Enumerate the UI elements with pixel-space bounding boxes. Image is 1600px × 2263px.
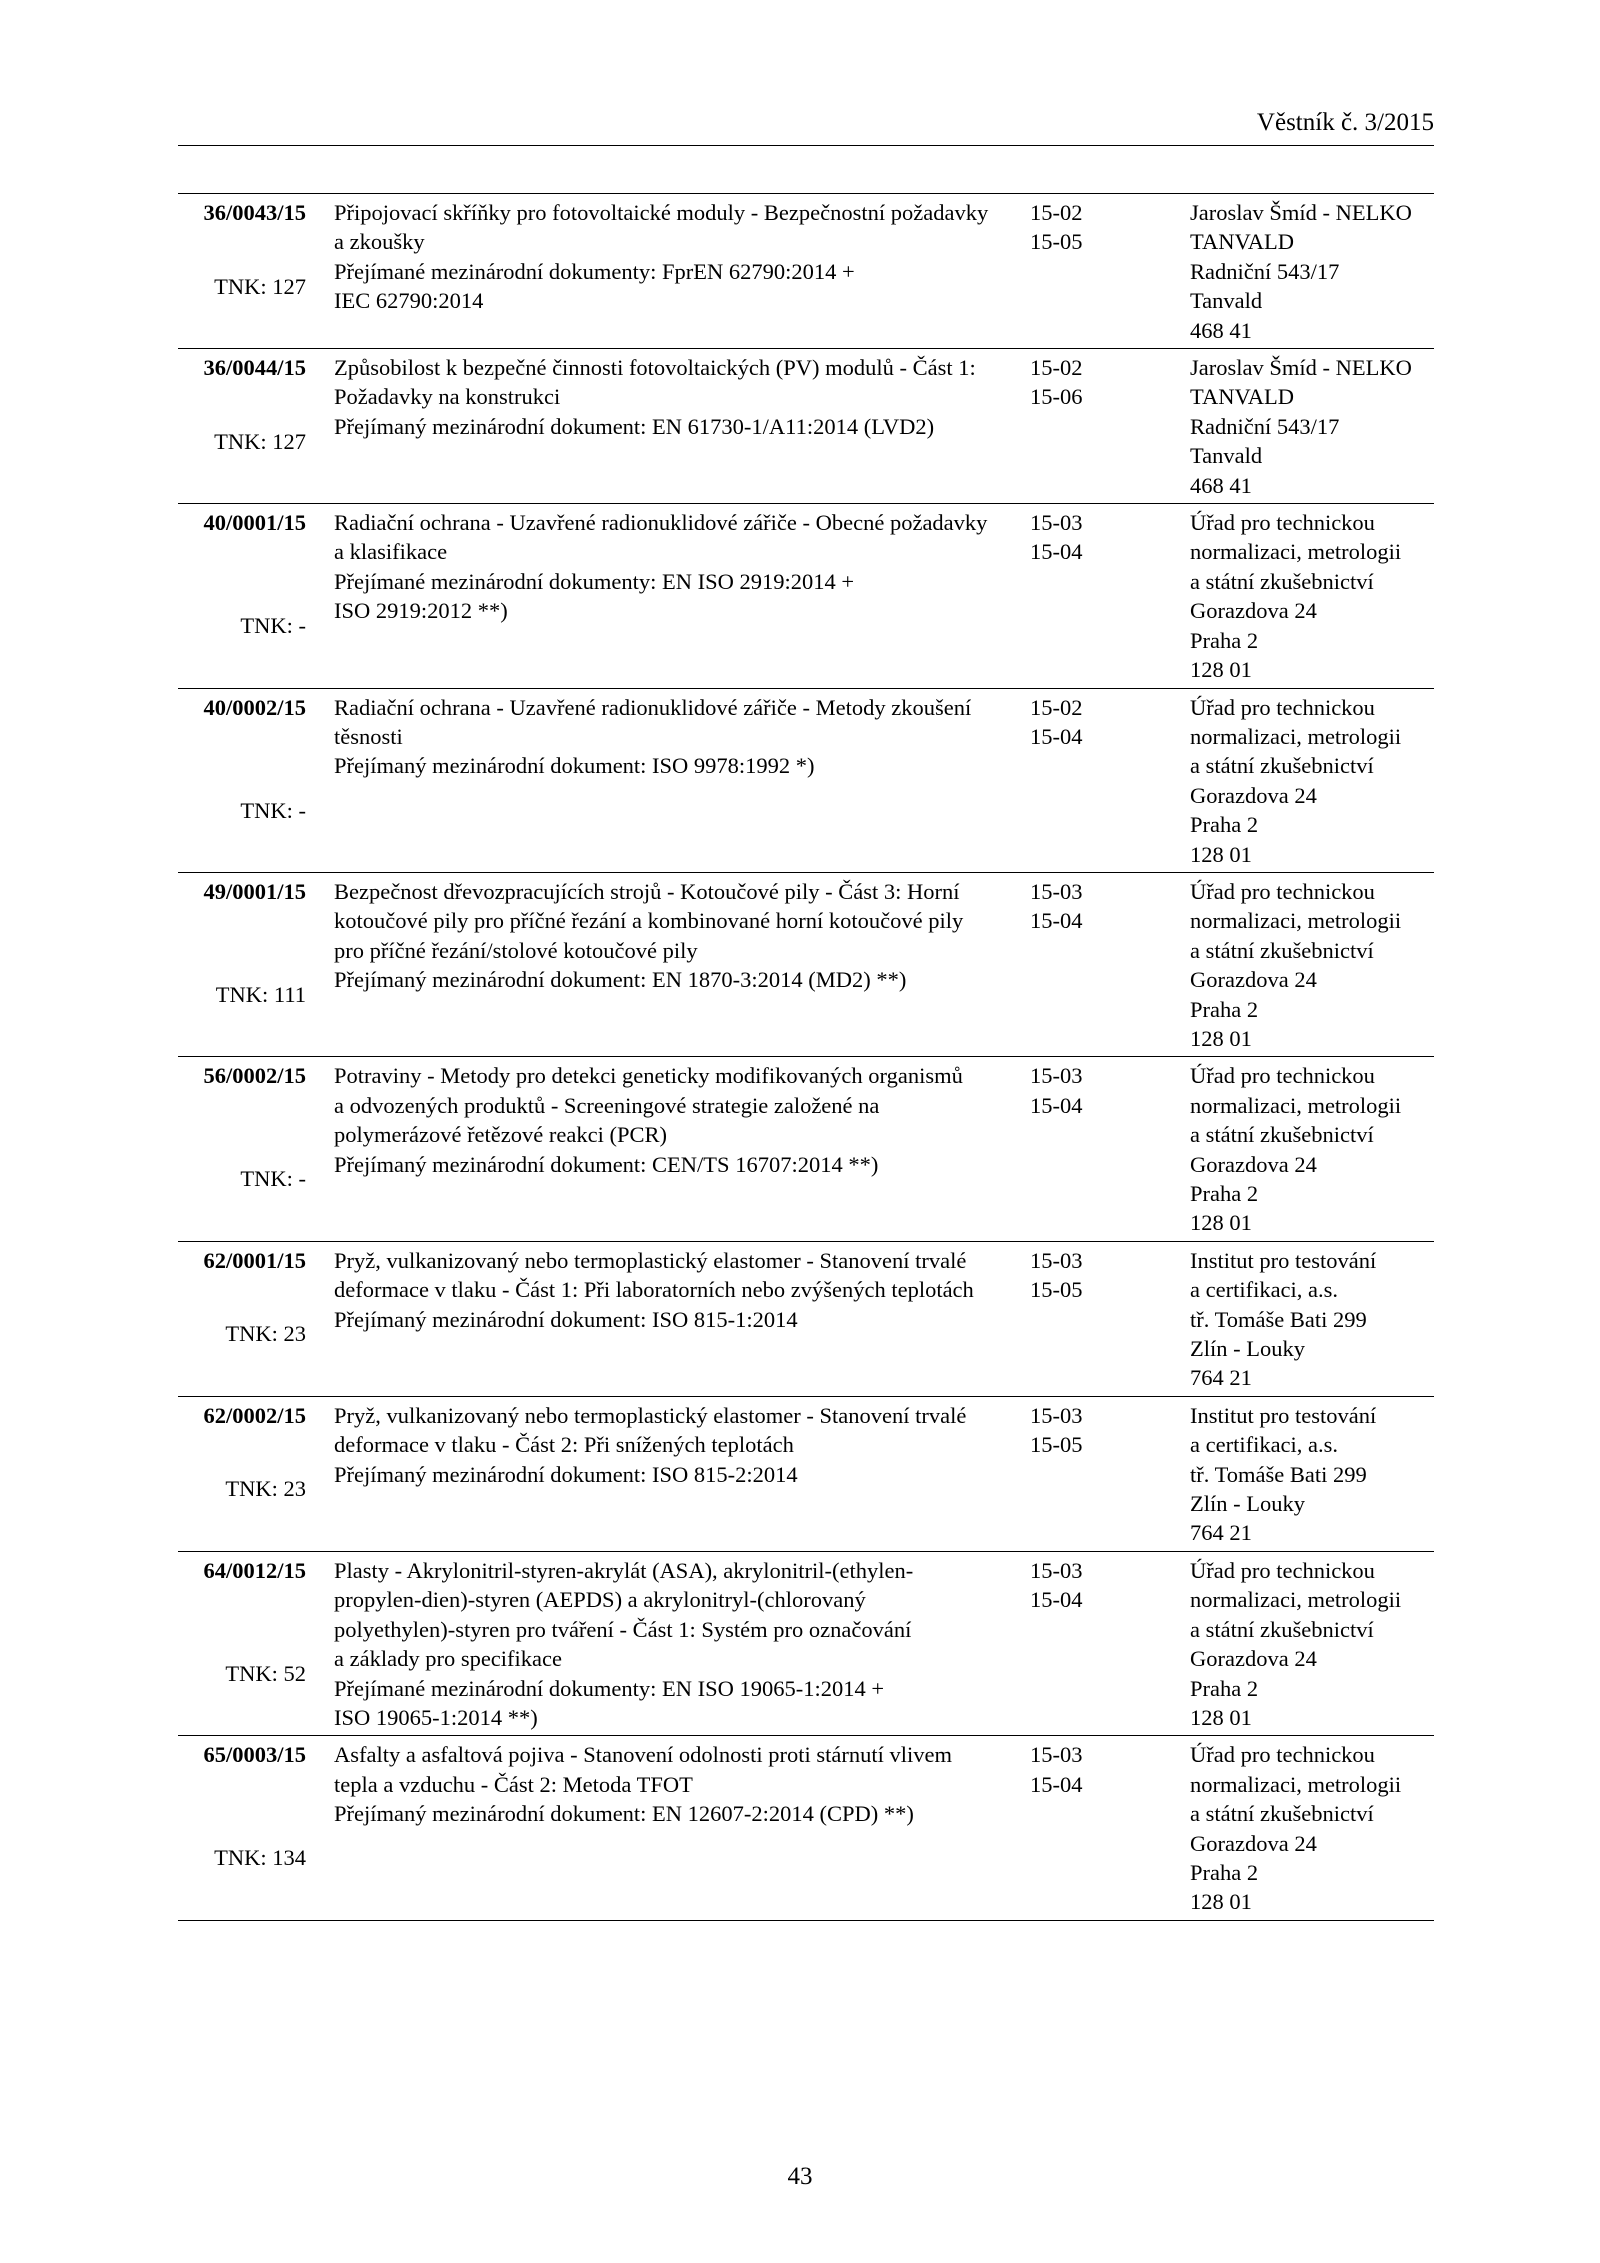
entry-organization-line: 128 01 — [1190, 841, 1252, 867]
entry-organization-line: tř. Tomáše Bati 299 — [1190, 1306, 1367, 1332]
entry-organization-line: Gorazdova 24 — [1190, 1830, 1317, 1856]
entry-title-line: Asfalty a asfaltová pojiva - Stanovení odolnosti proti stárnutí vlivem — [334, 1742, 953, 1768]
entry-tnk: TNK: 23 — [225, 1321, 306, 1347]
entry-title-line: kotoučové pily pro příčné řezání a kombinované horní kotoučové pily — [334, 908, 964, 934]
page-header-title: Věstník č. 3/2015 — [1256, 109, 1434, 136]
entry-title-line: a zkoušky — [334, 229, 425, 255]
entry-tnk: TNK: - — [240, 797, 306, 823]
entry-organization-line: Úřad pro technickou — [1190, 1063, 1375, 1089]
entry-organization-line: Zlín - Louky — [1190, 1491, 1305, 1517]
entry-title-line: Potraviny - Metody pro detekci geneticky modifikovaných organismů — [334, 1063, 963, 1089]
entry-title-line: těsnosti — [334, 723, 403, 749]
entry-organization-line: TANVALD — [1190, 384, 1295, 410]
entry-dates-cell — [1026, 353, 1136, 500]
entry-id-cell — [178, 1740, 306, 1916]
entry-title-line: Přejímané mezinárodní dokumenty: FprEN 62790:2014 + — [334, 258, 855, 284]
entry-tnk: TNK: 127 — [214, 428, 306, 454]
entry-organization-line: Tanvald — [1190, 288, 1263, 314]
header-divider — [178, 145, 1434, 146]
entry-organization-line: a certifikaci, a.s. — [1190, 1432, 1339, 1458]
entry-date: 15-05 — [1030, 1432, 1083, 1458]
table-row — [178, 1057, 1434, 1241]
entry-number: 56/0002/15 — [203, 1063, 306, 1089]
entry-date: 15-02 — [1030, 355, 1083, 381]
table-row — [178, 504, 1434, 688]
entry-organization-line: 128 01 — [1190, 1889, 1252, 1915]
table-row — [178, 1552, 1434, 1736]
entry-title-line: Přejímaný mezinárodní dokument: ISO 815-2:2014 — [334, 1461, 798, 1487]
entry-title-line: propylen-dien)-styren (AEPDS) a akrylonitryl-(chlorovaný — [334, 1587, 866, 1613]
entry-date: 15-04 — [1030, 723, 1083, 749]
entry-organization-cell — [1136, 877, 1434, 1053]
entry-organization-line: Úřad pro technickou — [1190, 878, 1375, 904]
entry-organization-line: 468 41 — [1190, 317, 1252, 343]
entry-title-line: Pryž, vulkanizovaný nebo termoplastický elastomer - Stanovení trvalé — [334, 1247, 967, 1273]
entry-date: 15-02 — [1030, 694, 1083, 720]
entry-title-line: Způsobilost k bezpečné činnosti fotovoltaických (PV) modulů - Část 1: — [334, 355, 976, 381]
entry-id-cell — [178, 693, 306, 869]
table-row — [178, 349, 1434, 504]
entry-organization-line: TANVALD — [1190, 229, 1295, 255]
entry-title-cell — [306, 1061, 1026, 1237]
entry-dates-cell — [1026, 508, 1136, 684]
entry-number: 40/0002/15 — [203, 694, 306, 720]
entry-organization-cell — [1136, 1061, 1434, 1237]
table-row — [178, 1242, 1434, 1397]
entry-title-line: Bezpečnost dřevozpracujících strojů - Kotoučové pily - Část 3: Horní — [334, 878, 960, 904]
table-row — [178, 194, 1434, 349]
entry-organization-line: Gorazdova 24 — [1190, 1646, 1317, 1672]
entry-organization-line: Gorazdova 24 — [1190, 598, 1317, 624]
table-row — [178, 1736, 1434, 1920]
entry-tnk: TNK: - — [240, 613, 306, 639]
entry-number: 62/0002/15 — [203, 1402, 306, 1428]
entry-title-line: tepla a vzduchu - Část 2: Metoda TFOT — [334, 1771, 693, 1797]
entry-organization-cell — [1136, 693, 1434, 869]
entry-title-line: Přejímaný mezinárodní dokument: EN 61730-1/A11:2014 (LVD2) — [334, 413, 935, 439]
entry-organization-cell — [1136, 1401, 1434, 1548]
entry-dates-cell — [1026, 1401, 1136, 1548]
entry-dates-cell — [1026, 877, 1136, 1053]
entry-dates-cell — [1026, 1246, 1136, 1393]
entry-date: 15-05 — [1030, 1277, 1083, 1303]
entry-organization-cell — [1136, 508, 1434, 684]
entry-title-line: Radiační ochrana - Uzavřené radionuklidové zářiče - Metody zkoušení — [334, 694, 972, 720]
entry-organization-line: Gorazdova 24 — [1190, 967, 1317, 993]
page-number: 43 — [787, 2163, 813, 2190]
entry-organization-line: 128 01 — [1190, 1025, 1252, 1051]
entry-date: 15-03 — [1030, 1402, 1083, 1428]
entry-title-line: Přejímané mezinárodní dokumenty: EN ISO 2919:2014 + — [334, 568, 855, 594]
entry-organization-line: a státní zkušebnictví — [1190, 753, 1374, 779]
entry-organization-line: Praha 2 — [1190, 1675, 1259, 1701]
entry-title-line: pro příčné řezání/stolové kotoučové pily — [334, 937, 698, 963]
entry-title-line: Přejímaný mezinárodní dokument: ISO 815-1:2014 — [334, 1306, 798, 1332]
entry-organization-line: a státní zkušebnictví — [1190, 1122, 1374, 1148]
entry-title-cell — [306, 1401, 1026, 1548]
entry-title-cell — [306, 1740, 1026, 1916]
entry-id-cell — [178, 198, 306, 345]
entry-date: 15-04 — [1030, 1587, 1083, 1613]
entry-dates-cell — [1026, 1061, 1136, 1237]
entry-organization-cell — [1136, 1246, 1434, 1393]
entry-date: 15-05 — [1030, 229, 1083, 255]
entry-tnk: TNK: 52 — [225, 1660, 306, 1686]
entry-title-line: Radiační ochrana - Uzavřené radionuklidové zářiče - Obecné požadavky — [334, 510, 988, 536]
entry-organization-line: 128 01 — [1190, 1704, 1252, 1730]
entry-organization-line: normalizaci, metrologii — [1190, 1771, 1402, 1797]
entry-organization-line: Zlín - Louky — [1190, 1336, 1305, 1362]
entry-organization-line: Praha 2 — [1190, 996, 1259, 1022]
entry-number: 62/0001/15 — [203, 1247, 306, 1273]
entry-date: 15-04 — [1030, 908, 1083, 934]
entry-organization-line: normalizaci, metrologii — [1190, 1092, 1402, 1118]
entry-title-line: a klasifikace — [334, 539, 448, 565]
entry-tnk: TNK: 127 — [214, 273, 306, 299]
entry-organization-line: Institut pro testování — [1190, 1402, 1377, 1428]
entry-title-line: Přejímaný mezinárodní dokument: EN 1870-3:2014 (MD2) **) — [334, 967, 907, 993]
entry-organization-line: a státní zkušebnictví — [1190, 937, 1374, 963]
entry-dates-cell — [1026, 693, 1136, 869]
entry-title-line: deformace v tlaku - Část 1: Při laboratorních nebo zvýšených teplotách — [334, 1277, 974, 1303]
entry-organization-line: Úřad pro technickou — [1190, 1742, 1375, 1768]
entry-organization-line: Gorazdova 24 — [1190, 1151, 1317, 1177]
entry-organization-line: Praha 2 — [1190, 1181, 1259, 1206]
entry-title-line: ISO 2919:2012 **) — [334, 598, 508, 624]
entry-tnk: TNK: - — [240, 1166, 306, 1192]
entry-number: 49/0001/15 — [203, 878, 306, 904]
entry-title-line: Přejímaný mezinárodní dokument: EN 12607-2:2014 (CPD) **) — [334, 1801, 914, 1827]
entry-title-line: a odvozených produktů - Screeningové strategie založené na — [334, 1092, 880, 1118]
entry-date: 15-04 — [1030, 1092, 1083, 1118]
entry-organization-line: Jaroslav Šmíd - NELKO — [1190, 355, 1412, 381]
entry-number: 40/0001/15 — [203, 510, 306, 536]
entry-organization-line: normalizaci, metrologii — [1190, 539, 1402, 565]
entry-organization-line: Praha 2 — [1190, 1859, 1259, 1885]
entry-title-cell — [306, 1246, 1026, 1393]
entry-organization-cell — [1136, 353, 1434, 500]
entry-title-line: deformace v tlaku - Část 2: Při snížených teplotách — [334, 1432, 794, 1458]
entry-dates-cell — [1026, 1556, 1136, 1732]
entry-title-line: Požadavky na konstrukci — [334, 384, 561, 410]
entry-date: 15-03 — [1030, 1247, 1083, 1273]
entry-dates-cell — [1026, 1740, 1136, 1916]
table-row — [178, 689, 1434, 873]
entry-date: 15-03 — [1030, 510, 1083, 536]
table-row — [178, 1397, 1434, 1552]
entry-organization-line: a státní zkušebnictví — [1190, 568, 1374, 594]
entry-date: 15-03 — [1030, 1063, 1083, 1089]
entry-number: 65/0003/15 — [203, 1742, 306, 1768]
entry-organization-line: normalizaci, metrologii — [1190, 723, 1402, 749]
entry-organization-line: Úřad pro technickou — [1190, 1557, 1375, 1583]
entry-organization-cell — [1136, 1740, 1434, 1916]
entry-date: 15-03 — [1030, 878, 1083, 904]
entry-date: 15-04 — [1030, 539, 1083, 565]
entry-organization-cell — [1136, 198, 1434, 345]
entry-organization-line: a státní zkušebnictví — [1190, 1616, 1374, 1642]
entry-number: 36/0043/15 — [203, 200, 306, 225]
entry-organization-line: a certifikaci, a.s. — [1190, 1277, 1339, 1303]
entry-organization-line: Jaroslav Šmíd - NELKO — [1190, 200, 1412, 225]
entry-title-line: Pryž, vulkanizovaný nebo termoplastický elastomer - Stanovení trvalé — [334, 1402, 967, 1428]
entry-title-cell — [306, 693, 1026, 869]
entry-organization-line: Praha 2 — [1190, 627, 1259, 653]
entry-tnk: TNK: 111 — [215, 981, 306, 1007]
entry-organization-line: a státní zkušebnictví — [1190, 1801, 1374, 1827]
entry-title-line: Plasty - Akrylonitril-styren-akrylát (ASA), akrylonitril-(ethylen- — [334, 1557, 914, 1583]
entry-id-cell — [178, 1246, 306, 1393]
entry-organization-line: Institut pro testování — [1190, 1247, 1377, 1273]
entry-date: 15-03 — [1030, 1742, 1083, 1768]
entry-title-line: Přejímaný mezinárodní dokument: CEN/TS 16707:2014 **) — [334, 1151, 879, 1177]
entry-organization-line: 764 21 — [1190, 1365, 1252, 1391]
entry-date: 15-02 — [1030, 200, 1083, 225]
entry-title-line: ISO 19065-1:2014 **) — [334, 1704, 538, 1730]
entry-date: 15-03 — [1030, 1557, 1083, 1583]
entry-number: 64/0012/15 — [203, 1557, 306, 1583]
entry-organization-line: 468 41 — [1190, 472, 1252, 498]
entry-number: 36/0044/15 — [203, 355, 306, 381]
entry-title-cell — [306, 877, 1026, 1053]
entry-id-cell — [178, 1061, 306, 1237]
entry-organization-line: tř. Tomáše Bati 299 — [1190, 1461, 1367, 1487]
table-row — [178, 873, 1434, 1057]
entry-dates-cell — [1026, 198, 1136, 345]
entry-title-line: Přejímané mezinárodní dokumenty: EN ISO 19065-1:2014 + — [334, 1675, 885, 1701]
entry-title-line: polymerázové řetězové reakci (PCR) — [334, 1122, 667, 1148]
entry-organization-line: Úřad pro technickou — [1190, 694, 1375, 720]
entry-organization-line: Úřad pro technickou — [1190, 510, 1375, 536]
entry-tnk: TNK: 134 — [214, 1845, 306, 1871]
entry-organization-line: Gorazdova 24 — [1190, 782, 1317, 808]
entry-organization-line: 128 01 — [1190, 657, 1252, 683]
entry-id-cell — [178, 1401, 306, 1548]
entry-title-line: Připojovací skříňky pro fotovoltaické moduly - Bezpečnostní požadavky — [334, 200, 989, 225]
entry-organization-line: 128 01 — [1190, 1210, 1252, 1236]
entry-organization-line: Praha 2 — [1190, 812, 1259, 838]
entry-organization-line: normalizaci, metrologii — [1190, 1587, 1402, 1613]
entry-title-cell — [306, 353, 1026, 500]
entry-date: 15-06 — [1030, 384, 1083, 410]
entry-organization-line: 764 21 — [1190, 1520, 1252, 1546]
entry-title-cell — [306, 198, 1026, 345]
entry-tnk: TNK: 23 — [225, 1476, 306, 1502]
entry-title-line: Přejímaný mezinárodní dokument: ISO 9978:1992 *) — [334, 753, 815, 779]
entry-title-cell — [306, 508, 1026, 684]
entry-id-cell — [178, 353, 306, 500]
standards-table — [178, 193, 1434, 1921]
entry-id-cell — [178, 508, 306, 684]
entry-title-line: a základy pro specifikace — [334, 1646, 562, 1672]
entry-organization-line: normalizaci, metrologii — [1190, 908, 1402, 934]
entry-organization-line: Tanvald — [1190, 443, 1263, 469]
entry-organization-cell — [1136, 1556, 1434, 1732]
entry-organization-line: Radniční 543/17 — [1190, 413, 1340, 439]
entry-organization-line: Radniční 543/17 — [1190, 258, 1340, 284]
entry-id-cell — [178, 877, 306, 1053]
entry-title-line: IEC 62790:2014 — [334, 288, 484, 314]
entry-id-cell — [178, 1556, 306, 1732]
entry-title-line: polyethylen)-styren pro tváření - Část 1: Systém pro označování — [334, 1616, 912, 1642]
entry-title-cell — [306, 1556, 1026, 1732]
entry-date: 15-04 — [1030, 1771, 1083, 1797]
